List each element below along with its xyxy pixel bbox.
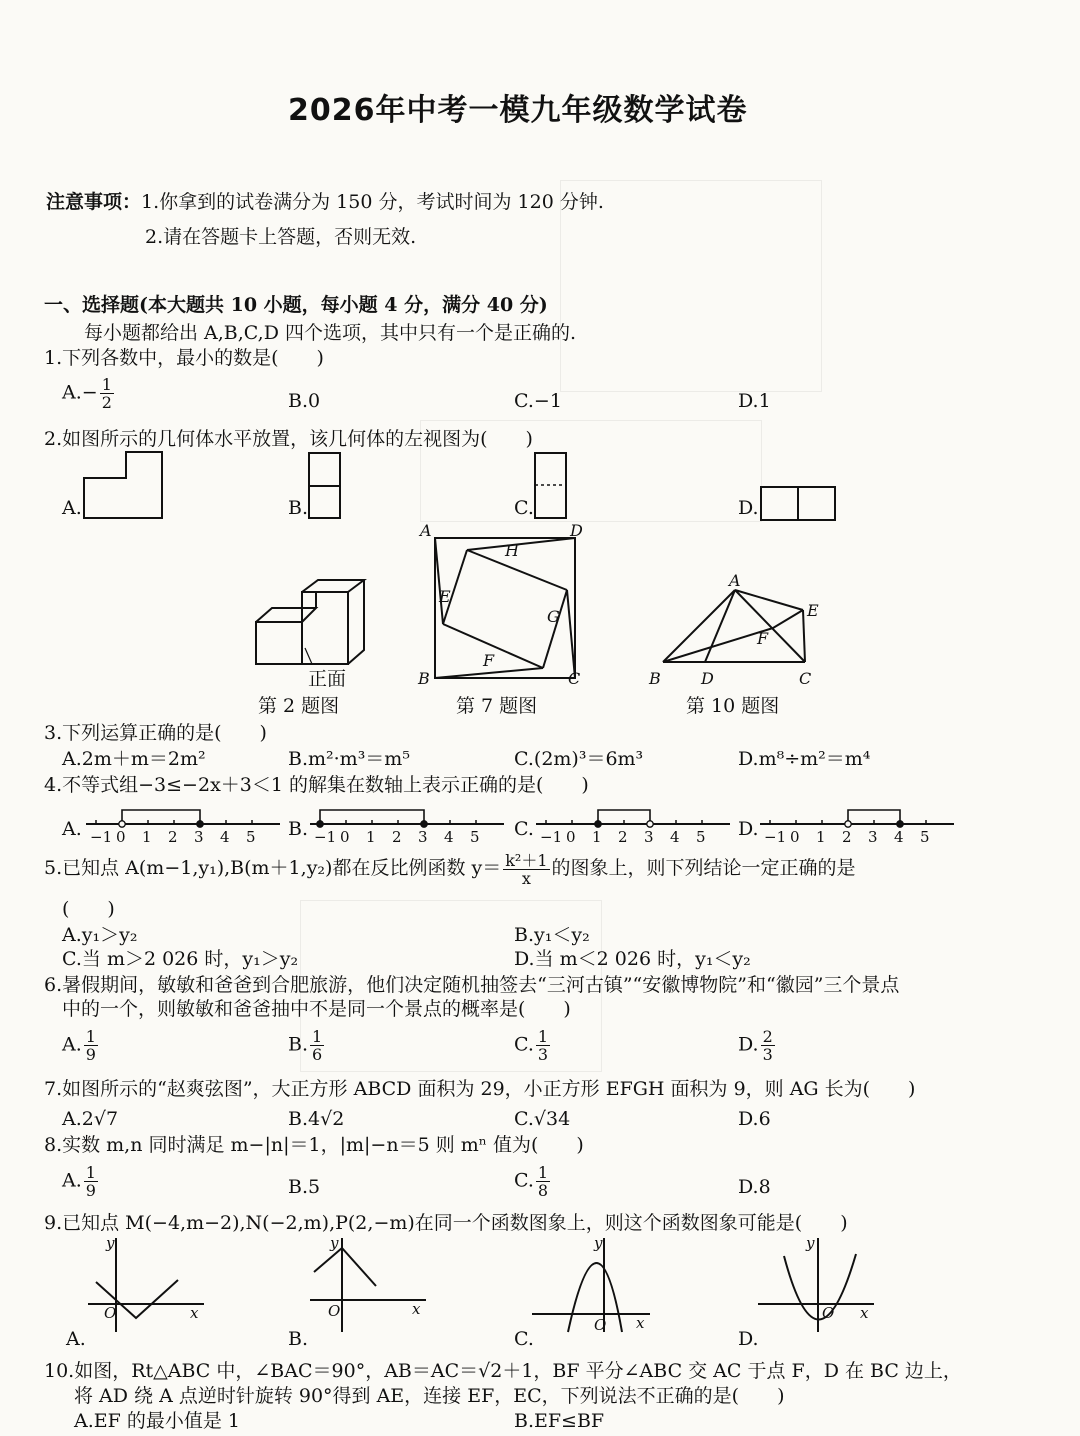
q4-option-c: C. bbox=[514, 818, 534, 840]
q3-option-a: A.2m＋m＝2m² bbox=[62, 748, 206, 770]
fig2-caption: 第 2 题图 bbox=[258, 695, 340, 717]
q9-option-b: B. bbox=[288, 1328, 309, 1350]
q8-option-c: C. $\frac{1}{8}$ bbox=[514, 1163, 549, 1200]
svg-text:y: y bbox=[594, 1234, 603, 1252]
q3-option-b: B.m²·m³＝m⁵ bbox=[288, 748, 410, 770]
q4-option-d: D. bbox=[738, 818, 759, 840]
tick-label: 3 bbox=[644, 828, 654, 846]
fraction: $\frac{1}{3}$ bbox=[537, 1027, 549, 1064]
svg-text:x: x bbox=[412, 1300, 421, 1318]
q8-option-d: D.8 bbox=[738, 1176, 771, 1198]
q1-stem: 1.下列各数中，最小的数是( ) bbox=[44, 347, 324, 369]
tick-label: 3 bbox=[868, 828, 878, 846]
q9-graph-c bbox=[532, 1234, 652, 1334]
q9-option-a: A. bbox=[66, 1328, 86, 1350]
svg-text:O: O bbox=[594, 1316, 607, 1334]
fraction: $\frac{\text{k²＋1}}{x}$ bbox=[505, 850, 548, 888]
q9-stem: 9.已知点 M(−4,m−2),N(−2,m),P(2,−m)在同一个函数图象上，则这个函数图象可能是( ) bbox=[44, 1212, 848, 1234]
fig2-front-label: 正面 bbox=[308, 668, 347, 690]
q5-paren: ( ) bbox=[62, 898, 115, 920]
section-heading: 一、选择题(本大题共 10 小题，每小题 4 分，满分 40 分) bbox=[44, 294, 548, 316]
tick-label: 5 bbox=[246, 828, 256, 846]
fig7-label-b: B bbox=[418, 669, 430, 688]
closed-endpoint bbox=[421, 821, 427, 827]
q2-option-a: A. bbox=[62, 497, 82, 519]
q7-option-c: C.√34 bbox=[514, 1108, 571, 1130]
q2-stem: 2.如图所示的几何体水平放置，该几何体的左视图为( ) bbox=[44, 428, 533, 450]
q9-graph-b bbox=[308, 1234, 428, 1334]
open-endpoint bbox=[119, 821, 125, 827]
q5-option-d: D.当 m＜2 026 时，y₁＜y₂ bbox=[514, 948, 751, 970]
fraction: $\frac{1}{8}$ bbox=[537, 1163, 549, 1200]
tick-label: 0 bbox=[340, 828, 350, 846]
fig7-label-g: G bbox=[547, 607, 560, 626]
q9-graph-a bbox=[86, 1234, 206, 1334]
q4-numberline-d bbox=[758, 798, 954, 844]
q6-option-c: C. $\frac{1}{3}$ bbox=[514, 1027, 549, 1064]
q7-option-a: A.2√7 bbox=[62, 1108, 119, 1130]
q5-stem: 5.已知点 A(m−1,y₁),B(m＋1,y₂)都在反比例函数 y＝ $\frac{\text{k²＋1}}{x}$ 的图象上，则下列结论一定正确的是 bbox=[44, 850, 856, 888]
fraction: $\frac{1}{2}$ bbox=[101, 375, 112, 412]
notice-text-1: 1.你拿到的试卷满分为 150 分，考试时间为 120 分钟. bbox=[141, 191, 604, 213]
q10-option-a: A.EF 的最小值是 1 bbox=[74, 1410, 240, 1432]
q2-option-a-figure bbox=[84, 452, 164, 520]
svg-text:O: O bbox=[822, 1304, 835, 1322]
fig10-caption: 第 10 题图 bbox=[686, 695, 780, 717]
q4-option-b: B. bbox=[288, 818, 309, 840]
q2-option-d-figure bbox=[760, 486, 838, 522]
fig10-label-a: A bbox=[729, 571, 741, 590]
q2-option-d: D. bbox=[738, 497, 759, 519]
svg-text:x: x bbox=[190, 1304, 199, 1322]
notice-line-1 bbox=[46, 191, 604, 213]
q8-stem: 8.实数 m,n 同时满足 m−|n|＝1，|m|−n＝5 则 mⁿ 值为( ) bbox=[44, 1134, 584, 1156]
tick-label: 1 bbox=[366, 828, 376, 846]
svg-text:O: O bbox=[328, 1302, 341, 1320]
fraction: $\frac{1}{9}$ bbox=[85, 1027, 96, 1064]
notice-label: 注意事项： bbox=[46, 191, 142, 213]
tick-label: 5 bbox=[920, 828, 930, 846]
fig7-label-h: H bbox=[505, 541, 519, 560]
fig7-label-a: A bbox=[420, 521, 432, 540]
closed-endpoint bbox=[897, 821, 903, 827]
fraction: $\frac{1}{6}$ bbox=[312, 1027, 323, 1064]
tick-label: 1 bbox=[816, 828, 826, 846]
q9-graph-d bbox=[756, 1234, 876, 1334]
q5-option-b: B.y₁＜y₂ bbox=[514, 924, 590, 946]
q4-stem: 4.不等式组−3≤−2x＋3＜1 的解集在数轴上表示正确的是( ) bbox=[44, 774, 589, 796]
fraction: $\frac{1}{9}$ bbox=[85, 1163, 96, 1200]
section-intro: 每小题都给出 A,B,C,D 四个选项，其中只有一个是正确的. bbox=[84, 322, 577, 344]
fig10-label-b: B bbox=[649, 669, 661, 688]
q6-line-1: 6.暑假期间，敏敏和爸爸到合肥旅游，他们决定随机抽签去“三河古镇”“安徽博物院”和“徽园”三个景点 bbox=[44, 974, 900, 996]
tick-label: −1 bbox=[764, 828, 787, 846]
fig7-label-c: C bbox=[568, 669, 581, 688]
q4-numberline-a bbox=[84, 798, 280, 844]
svg-text:x: x bbox=[636, 1314, 645, 1332]
tick-label: 2 bbox=[618, 828, 628, 846]
svg-text:y: y bbox=[106, 1234, 115, 1252]
closed-endpoint bbox=[317, 821, 323, 827]
q7-option-d: D.6 bbox=[738, 1108, 771, 1130]
tick-label: 5 bbox=[696, 828, 706, 846]
q6-line-2: 中的一个，则敏敏和爸爸抽中不是同一个景点的概率是( ) bbox=[62, 998, 571, 1020]
tick-label: 2 bbox=[842, 828, 852, 846]
q2-option-b: B. bbox=[288, 497, 309, 519]
tick-label: 0 bbox=[116, 828, 126, 846]
fig7-label-f: F bbox=[483, 651, 495, 670]
tick-label: 1 bbox=[142, 828, 152, 846]
q5-option-c: C.当 m＞2 026 时，y₁＞y₂ bbox=[62, 948, 299, 970]
q4-option-a: A. bbox=[62, 818, 82, 840]
tick-label: 4 bbox=[444, 828, 454, 846]
tick-label: 0 bbox=[790, 828, 800, 846]
svg-text:y: y bbox=[330, 1234, 339, 1252]
fig10-label-f: F bbox=[757, 629, 769, 648]
fig10-label-c: C bbox=[799, 669, 812, 688]
q2-option-c-figure bbox=[534, 452, 568, 520]
q1-option-a: A.− $\frac{1}{2}$ bbox=[62, 375, 112, 412]
notice-line-2: 2.请在答题卡上答题，否则无效. bbox=[145, 226, 417, 248]
q8-option-a: A. $\frac{1}{9}$ bbox=[62, 1163, 96, 1200]
fig7-diagram bbox=[415, 520, 595, 692]
q3-stem: 3.下列运算正确的是( ) bbox=[44, 722, 267, 744]
fig2-solid bbox=[250, 578, 360, 678]
tick-label: 1 bbox=[592, 828, 602, 846]
tick-label: −1 bbox=[90, 828, 113, 846]
q4-numberline-b bbox=[308, 798, 504, 844]
q9-option-c: C. bbox=[514, 1328, 534, 1350]
solution-bracket bbox=[122, 810, 200, 824]
q9-option-d: D. bbox=[738, 1328, 759, 1350]
q7-option-b: B.4√2 bbox=[288, 1108, 345, 1130]
q3-option-d: D.m⁸÷m²＝m⁴ bbox=[738, 748, 871, 770]
q6-option-d: D. $\frac{2}{3}$ bbox=[738, 1027, 773, 1064]
fraction: $\frac{2}{3}$ bbox=[762, 1027, 773, 1064]
q2-option-c: C. bbox=[514, 497, 534, 519]
fig10-label-e: E bbox=[807, 601, 819, 620]
closed-endpoint bbox=[595, 821, 601, 827]
q6-option-a: A. $\frac{1}{9}$ bbox=[62, 1027, 96, 1064]
fig10-diagram bbox=[645, 570, 825, 690]
q3-option-c: C.(2m)³＝6m³ bbox=[514, 748, 644, 770]
q1-option-b: B.0 bbox=[288, 390, 321, 412]
tick-label: 0 bbox=[566, 828, 576, 846]
tick-label: 5 bbox=[470, 828, 480, 846]
q10-line-1: 10.如图，Rt△ABC 中，∠BAC＝90°，AB＝AC＝√2＋1，BF 平分∠ABC 交 AC 于点 F，D 在 BC 边上， bbox=[44, 1360, 962, 1382]
q4-numberline-c bbox=[534, 798, 730, 844]
q8-option-b: B.5 bbox=[288, 1176, 321, 1198]
q1-option-c: C.−1 bbox=[514, 390, 562, 412]
tick-label: 2 bbox=[392, 828, 402, 846]
q7-stem: 7.如图所示的“赵爽弦图”，大正方形 ABCD 面积为 29，小正方形 EFGH 面积为 9，则 AG 长为( ) bbox=[44, 1078, 916, 1100]
q5-option-a: A.y₁＞y₂ bbox=[62, 924, 138, 946]
tick-label: 4 bbox=[670, 828, 680, 846]
svg-text:x: x bbox=[860, 1304, 869, 1322]
svg-text:O: O bbox=[104, 1304, 117, 1322]
q10-line-2: 将 AD 绕 A 点逆时针旋转 90°得到 AE，连接 EF，EC，下列说法不正确的是( ) bbox=[74, 1385, 785, 1407]
q2-option-b-figure bbox=[308, 452, 342, 520]
tick-label: 3 bbox=[194, 828, 204, 846]
open-endpoint bbox=[647, 821, 653, 827]
fig10-label-d: D bbox=[701, 669, 714, 688]
tick-label: 3 bbox=[418, 828, 428, 846]
q10-option-b: B.EF≤BF bbox=[514, 1410, 605, 1432]
fig7-label-e: E bbox=[439, 587, 451, 606]
fig7-caption: 第 7 题图 bbox=[456, 695, 538, 717]
page-title: 2026年中考一模九年级数学试卷 bbox=[288, 93, 748, 128]
tick-label: 4 bbox=[220, 828, 230, 846]
tick-label: −1 bbox=[314, 828, 337, 846]
q6-option-b: B. $\frac{1}{6}$ bbox=[288, 1027, 323, 1064]
closed-endpoint bbox=[197, 821, 203, 827]
tick-label: 2 bbox=[168, 828, 178, 846]
tick-label: 4 bbox=[894, 828, 904, 846]
open-endpoint bbox=[845, 821, 851, 827]
fig7-label-d: D bbox=[570, 521, 583, 540]
tick-label: −1 bbox=[540, 828, 563, 846]
svg-text:y: y bbox=[806, 1234, 815, 1252]
q1-option-d: D.1 bbox=[738, 390, 771, 412]
